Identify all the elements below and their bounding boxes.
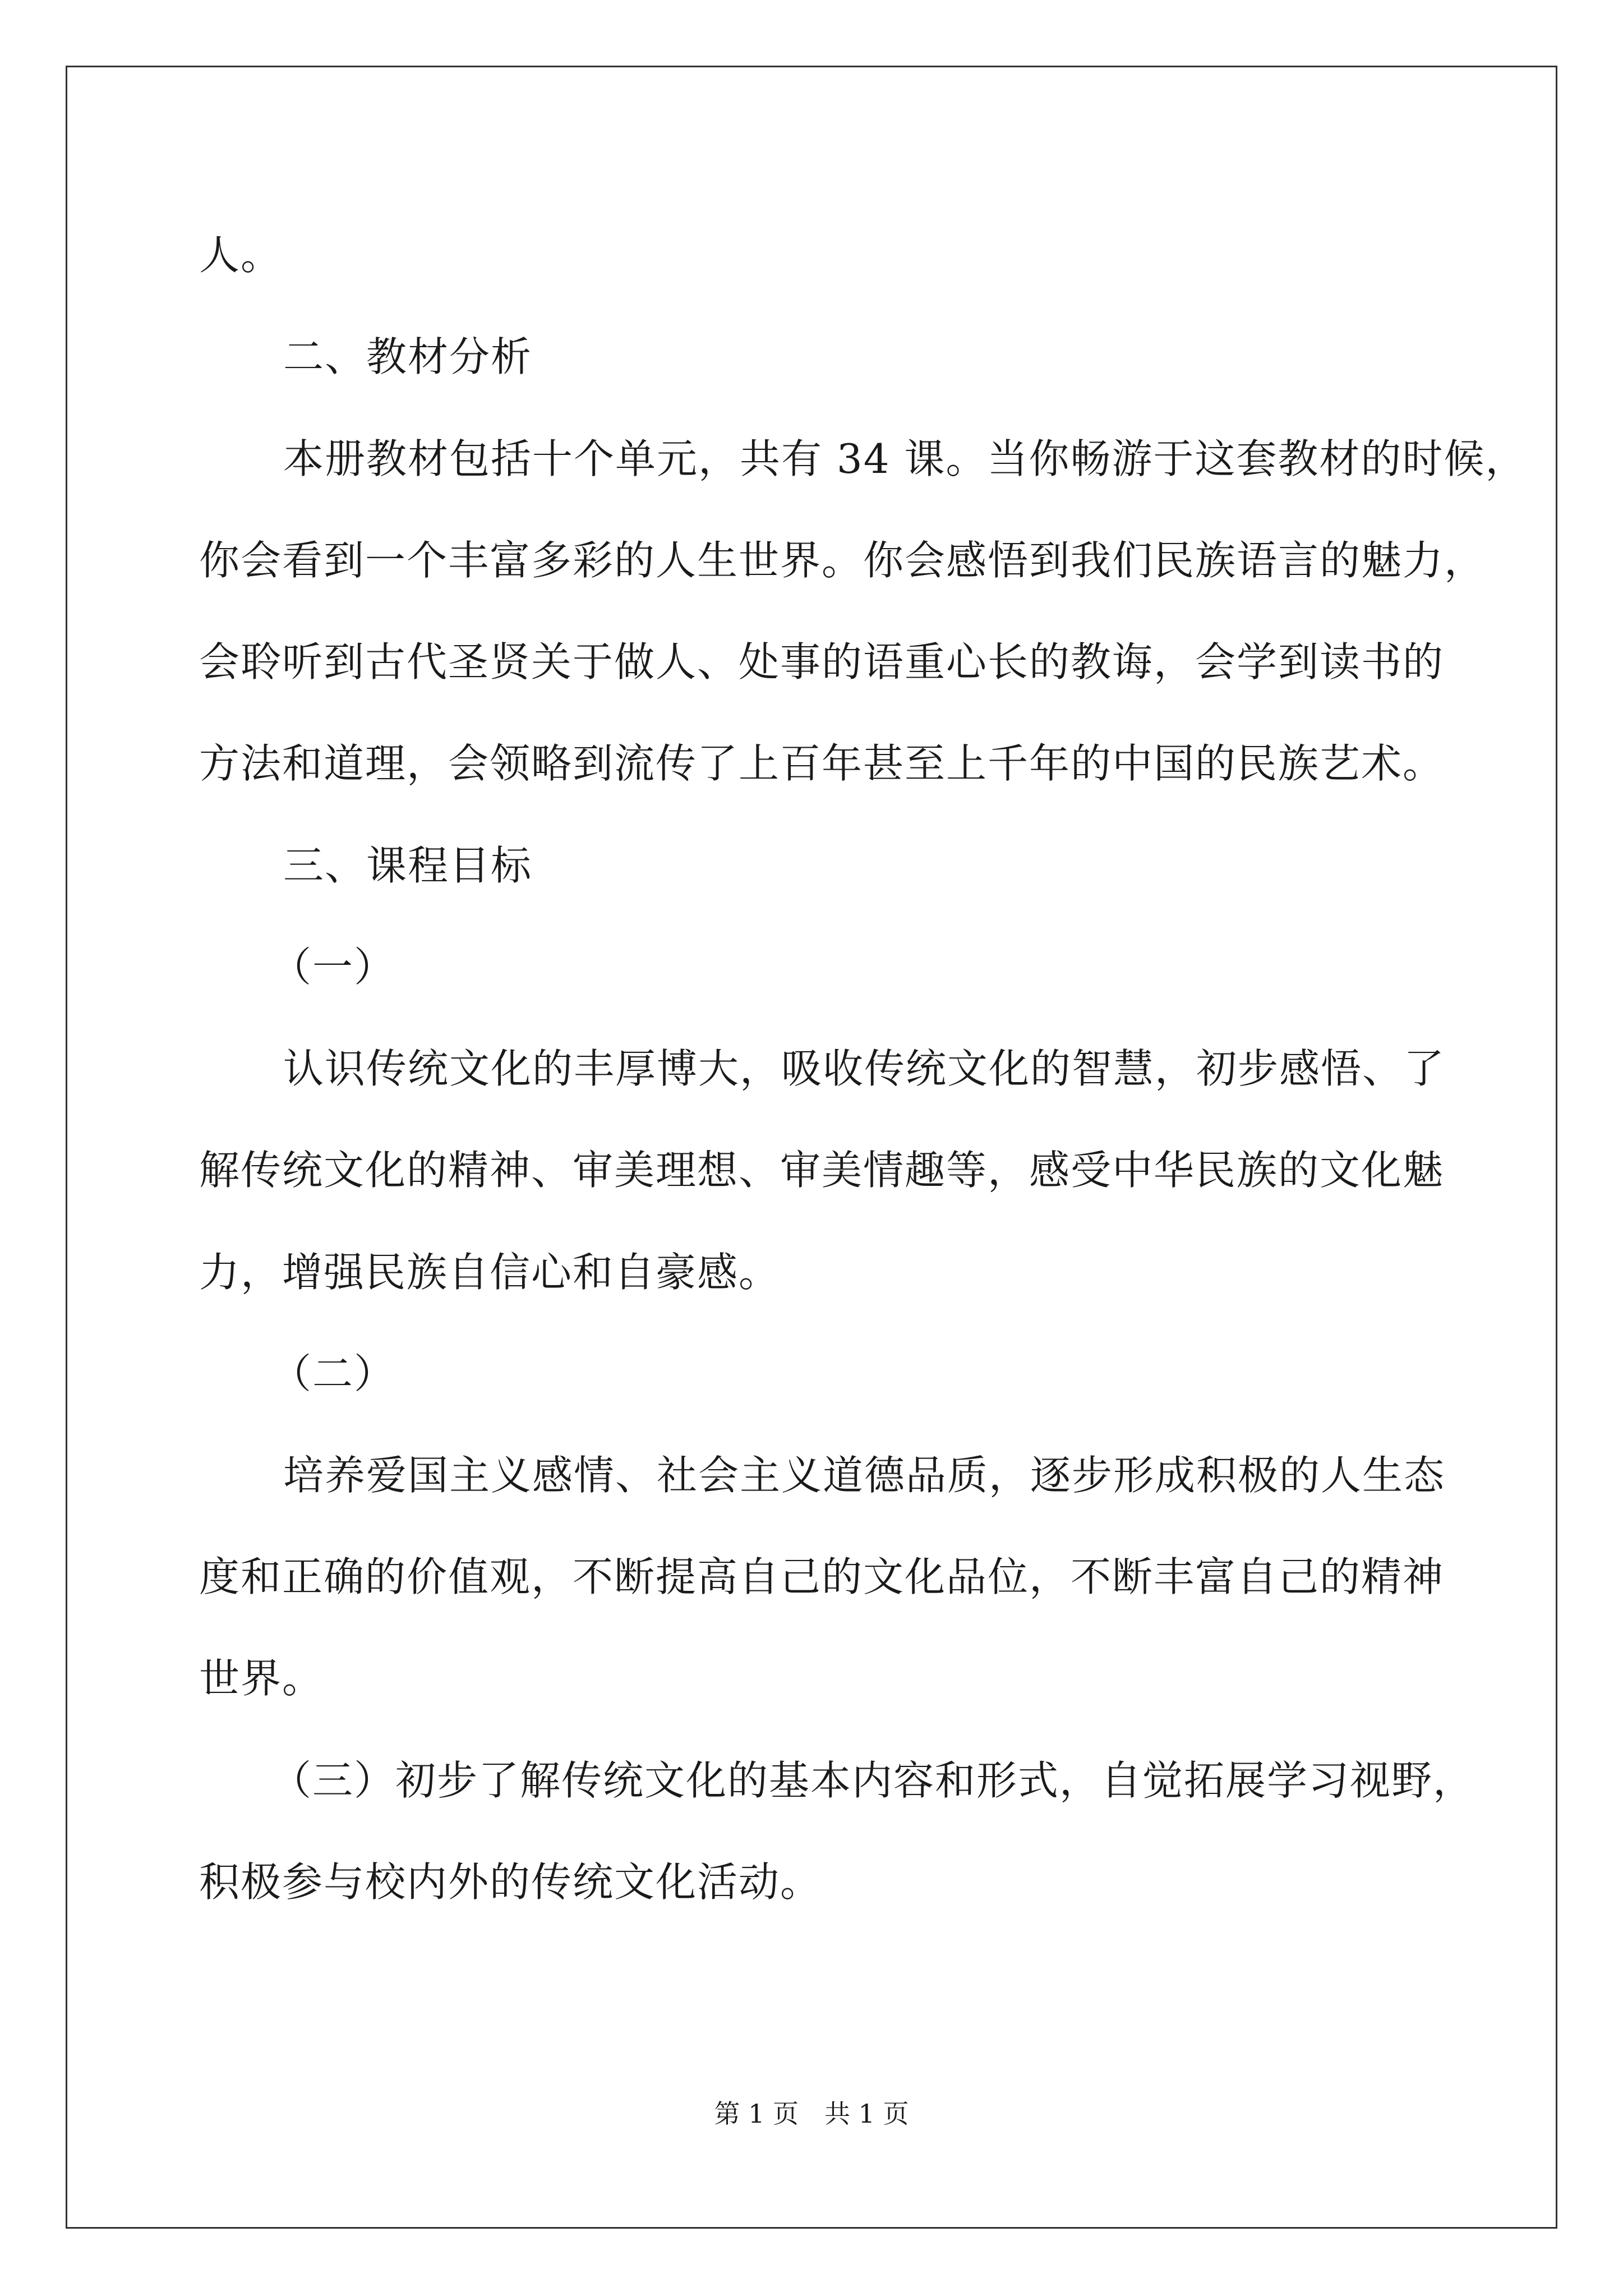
section-heading: 二、教材分析 bbox=[283, 333, 533, 380]
subsection-label: （一） bbox=[271, 944, 396, 991]
text-line: 认识传统文化的丰厚博大，吸收传统文化的智慧，初步感悟、了 bbox=[283, 1045, 1446, 1092]
section-heading: 三、课程目标 bbox=[283, 842, 533, 889]
text-line: 力，增强民族自信心和自豪感。 bbox=[199, 1249, 781, 1296]
text-line: 人。 bbox=[199, 232, 283, 279]
subsection-label: （二） bbox=[271, 1350, 396, 1397]
text-line: 度和正确的价值观，不断提高自己的文化品位，不断丰富自己的精神 bbox=[199, 1553, 1445, 1600]
text-line: 世界。 bbox=[199, 1655, 324, 1702]
text-line: 会聆听到古代圣贤关于做人、处事的语重心长的教诲，会学到读书的 bbox=[199, 638, 1445, 685]
text-line: 你会看到一个丰富多彩的人生世界。你会感悟到我们民族语言的魅力， bbox=[199, 537, 1486, 584]
text-line: 解传统文化的精神、审美理想、审美情趣等，感受中华民族的文化魅 bbox=[199, 1147, 1445, 1194]
text-line: 培养爱国主义感情、社会主义道德品质，逐步形成积极的人生态 bbox=[283, 1452, 1446, 1499]
text-line: 方法和道理，会领略到流传了上百年甚至上千年的中国的民族艺术。 bbox=[199, 740, 1445, 787]
text-line: 本册教材包括十个单元，共有 34 课。当你畅游于这套教材的时候， bbox=[283, 435, 1527, 482]
page-number: 第 1 页 共 1 页 bbox=[714, 2099, 909, 2129]
text-line: （三）初步了解传统文化的基本内容和形式，自觉拓展学习视野， bbox=[271, 1757, 1475, 1804]
text-line: 积极参与校内外的传统文化活动。 bbox=[199, 1858, 822, 1906]
